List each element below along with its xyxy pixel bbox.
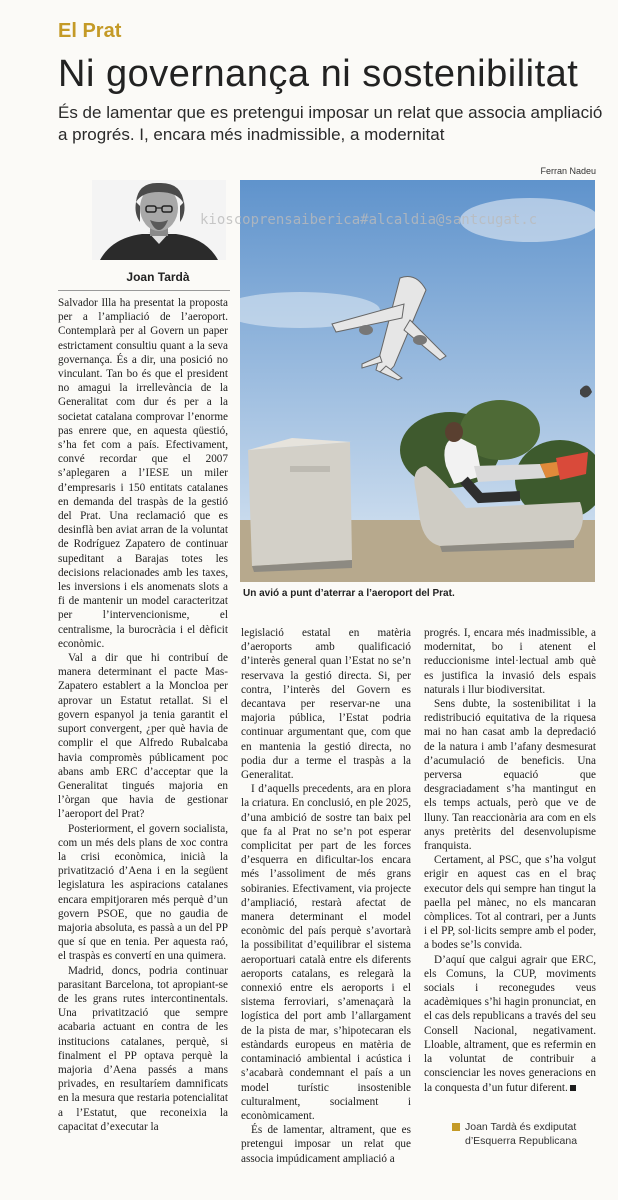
standfirst: És de lamentar que es pretengui imposar un relat que associa ampliació a progrés. I, encara més inadmissible, a modernitat [58,103,603,144]
paragraph: Sens dubte, la sostenibilitat i la redistribució equitativa de la riquesa mai no han casat amb la depredació de la natura i amb l’afany desmesurat d’acumulació de beneficis. Una perversa equació que desgraciadament s’ha mantingut en els temps actuals, però que ve de lluny. Tan reaccionària ara com en els anys pretèrits del desenvolupisme franquista. [424,698,596,853]
paragraph: Madrid, doncs, podria continuar parasitant Barcelona, tot apropiant-se de les grans rutes intercontinentals. Una privatització que sempre acabaria actuant en contra de les institucions catalanes, perquè, si finalment el PP optava perquè la majoria d’Aena passés a mans privades, en resultaríem damnificats en la mesura que restaria potencialitat a l’Estatut, que reconeixia la capacitat d’executar la [58,964,228,1133]
end-mark-icon [570,1085,576,1091]
paragraph: És de lamentar, altrament, que es pretengui imposar un relat que associa impúdicament ampliació a [241,1124,411,1165]
bio-square-icon [452,1123,460,1131]
photo-credit: Ferran Nadeu [540,166,596,176]
section-label: El Prat [58,20,122,42]
article-column-2 [241,626,411,1166]
paragraph: Val a dir que hi contribuí de manera determinant el pacte Mas-Zapatero establert a la Moncloa per aprovar un Estatut retallat. Si el govern espanyol ja tenia garantit el suport convergent, ¿per què havia de complir el que Alfredo Rubalcaba havia compromès públicament poc abans amb ERC d’acceptar que la Generalitat tingués majoria en l’òrgan que havia de gestionar l’aeroport del Prat? [58,652,228,821]
watermark: kioscoprensaiberica#alcaldia@santcugat.c [200,212,538,228]
last-paragraph-text: D’aquí que calgui agrair que ERC, els Comuns, la CUP, moviments socials i reconegudes veus acadèmiques s’hi hagin pronunciat, en el cas dels republicans a través del seu Consell Nacional, negativament. Lloable, altrament, que es refermin en la voluntat de contribuir a conscienciar les noves generacions en la conquesta d’un futur diferent. [424,953,596,1094]
author-bio [465,1120,605,1148]
paragraph: Salvador Illa ha presentat la proposta per a l’ampliació de l’aeroport. Contemplarà per al Govern un paper estrictament consultiu quant a la seva governança. És a dir, una posició no vinculant. Tan bo és que el president no amagui la irrellevància de la Generalitat com dur és per a la societat catalana comprovar l’enorme pas enrere que, en aquesta qüestió, s’ha fet com a país. Efectivament, convé recordar que el 2007 s’aplegaren a l’IESE un miler d’empresaris i 150 entitats catalanes en demanda del traspàs de la gestió del Prat. Una reclamació que es desinflà ben aviat arran de la voluntat de Rodríguez Zapatero de continuar supeditant a Barajas totes les decisions relacionades amb les taxes, les inversions i els anomenats slots a fi de mantenir un model caracteritzat per l’intervencionisme, el centralisme, la burocràcia i el dèficit econòmic. [58,297,228,650]
bio-line-2: d’Esquerra Republicana [465,1135,578,1147]
paragraph: I d’aquells precedents, ara en plora la criatura. En conclusió, en ple 2025, d’una ambició de sostre tan baix pel que fa al Prat no se’n pot esperar complicitat per part de les forces d’esquerra en dificultar-los encara més l’assoliment de més grans sobiranies. Efectivament, via projecte d’ampliació, restarà afectat de manera determinant el model econòmic del país perquè s’avortarà la possibilitat d’equilibrar el sistema aeroportuari català entre els diferents aeroports catalans, es relegarà la connexió entre els aeroports i el sistema ferroviari, s’amenaçarà la logística del port amb l’allargament de la pista de mar, s’hipotecaran els estàndards europeus en matèria de contaminació ambiental i acústica i s’acabarà condemnant el país a un model turístic insostenible culturalment, socialment i econòmicament. [241,783,411,1122]
paragraph [424,953,596,1094]
paragraph: legislació estatal en matèria d’aeroports amb qualificació d’interès general quan l’Estat no se’n reservava la gestió directa. Si, per contra, l’interès del Govern es decantava per reservar-ne una majoria pública, l’Estat podria continuar argumentant que, com que en mantenia la gestió directa, no podia dur a terme el traspàs a la Generalitat. [241,627,411,782]
divider [58,290,230,291]
photo-caption: Un avió a punt d’aterrar a l’aeroport del Prat. [243,588,455,599]
paragraph: progrés. I, encara més inadmissible, a modernitat, bo i atenent el reduccionisme intel·lectual amb què es justifica la invasió dels espais naturals i llur biodiversitat. [424,627,596,696]
paragraph: Certament, al PSC, que s’ha volgut erigir en aquest cas en el braç executor dels qui sempre han tingut la paella pel mànec, no els mancaran còmplices. Tot al contrari, per a Junts i el PP, sol·licits sempre amb el poder, a bodes se’ls convida. [424,854,596,952]
article-column-1 [58,296,228,1166]
author-name: Joan Tardà [126,270,190,284]
article-column-3 [424,626,596,1094]
article-photo [240,180,595,582]
paragraph: Posteriorment, el govern socialista, com un més dels plans de xoc contra la crisi econòmica, inicià la privatització d’Aena i en la següent legislatura les aspiracions catalanes encara empitjoraren més perquè d’un govern PSOE, que no gaudia de majoria absoluta, es passà a un del PP que sí que en tenia. Per aquesta raó, el traspàs es convertí en una quimera. [58,822,228,963]
bio-line-1: Joan Tardà és exdiputat [465,1121,577,1133]
headline: Ni governança ni sostenibilitat [58,53,579,95]
